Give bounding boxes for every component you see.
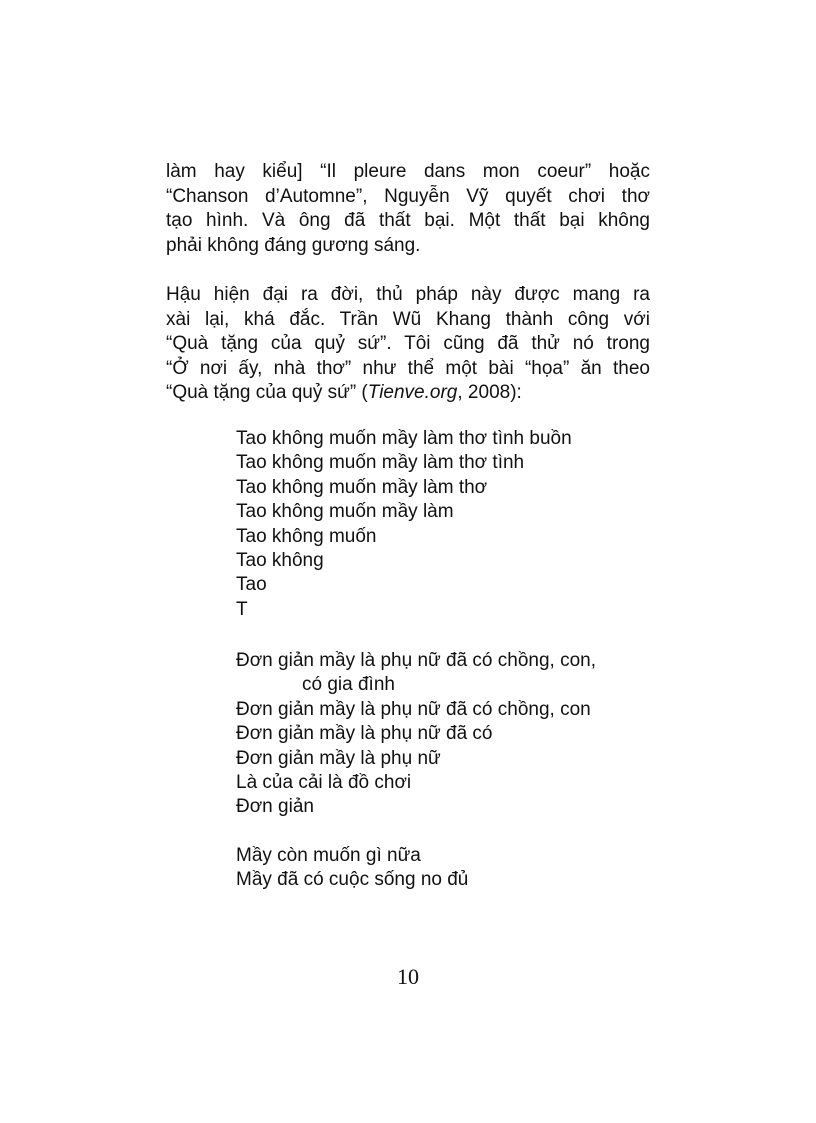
poem-line: Tao không muốn mầy làm thơ bbox=[236, 476, 488, 498]
poem-line: Tao bbox=[236, 574, 267, 596]
paragraph-line: làm hay kiểu] “Il pleure dans mon coeur” hoặc bbox=[166, 161, 650, 182]
poem-line: Mầy còn muốn gì nữa bbox=[236, 845, 421, 866]
poem-line: Đơn giản mầy là phụ nữ đã có chồng, con bbox=[236, 698, 591, 720]
paragraph-2 bbox=[166, 283, 650, 406]
poem-line: Đơn giản mầy là phụ nữ đã có bbox=[236, 723, 493, 745]
poem-line-continuation: có gia đình bbox=[302, 674, 395, 696]
paragraph-line: “Quà tặng của quỷ sứ”. Tôi cũng đã thử nó trong bbox=[166, 333, 650, 354]
paragraph-line: phải không đáng gương sáng. bbox=[166, 234, 421, 256]
poem-line: Đơn giản bbox=[236, 796, 314, 818]
poem-line: Tao không bbox=[236, 550, 324, 572]
paragraph-line: “Chanson d’Automne”, Nguyễn Vỹ quyết chơi thơ bbox=[166, 185, 650, 207]
poem-line: T bbox=[236, 598, 248, 620]
poem-line: Đơn giản mầy là phụ nữ đã có chồng, con, bbox=[236, 650, 597, 671]
paragraph-1 bbox=[166, 160, 650, 258]
citation-source: Tienve.org bbox=[367, 382, 458, 403]
poem-line: Tao không muốn mầy làm thơ tình bbox=[236, 452, 525, 474]
poem-line: Tao không muốn bbox=[236, 525, 377, 547]
poem-stanza-3 bbox=[236, 844, 656, 893]
paragraph-line-citation bbox=[166, 381, 650, 406]
paragraph-line: “Ở nơi ấy, nhà thơ” như thể một bài “họa” ăn theo bbox=[166, 357, 650, 379]
poem-line: Là của cải là đồ chơi bbox=[236, 772, 412, 794]
poem-stanza-2 bbox=[236, 649, 656, 820]
poem-line: Đơn giản mầy là phụ nữ bbox=[236, 747, 441, 769]
citation-suffix: , 2008): bbox=[457, 382, 522, 403]
poem-stanza-1 bbox=[236, 427, 656, 622]
paragraph-line: xài lại, khá đắc. Trần Wũ Khang thành công với bbox=[166, 308, 650, 330]
paragraph-line: Hậu hiện đại ra đời, thủ pháp này được mang ra bbox=[166, 284, 650, 305]
poem-line: Tao không muốn mầy làm thơ tình buồn bbox=[236, 428, 572, 449]
citation-prefix: “Quà tặng của quỷ sứ” ( bbox=[166, 382, 368, 403]
poem-line: Tao không muốn mầy làm bbox=[236, 501, 454, 523]
paragraph-line: tạo hình. Và ông đã thất bại. Một thất bại không bbox=[166, 210, 650, 231]
poem-line: Mầy đã có cuộc sống no đủ bbox=[236, 869, 469, 891]
page-number: 10 bbox=[397, 964, 419, 989]
